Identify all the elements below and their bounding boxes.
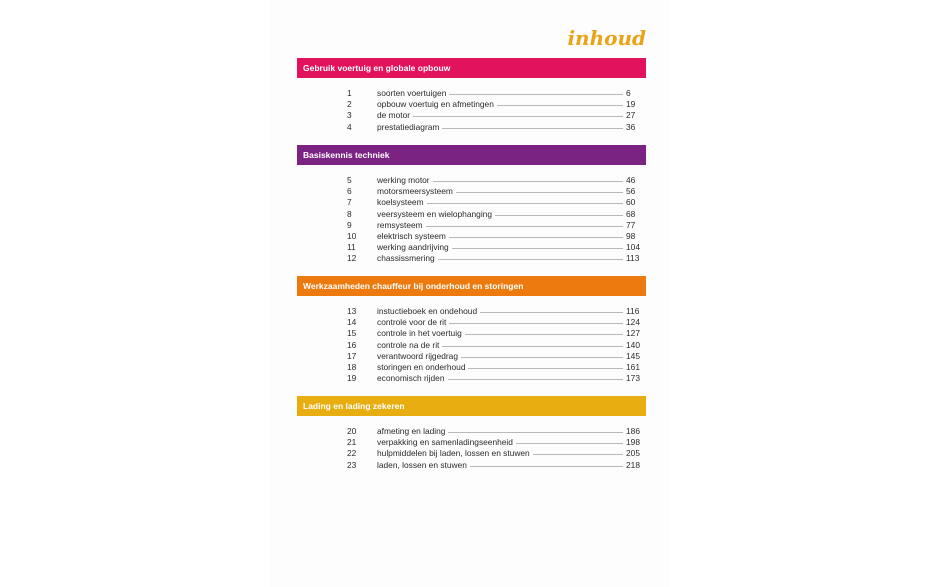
- chapter-number: 13: [347, 306, 357, 316]
- chapter-number: 8: [347, 208, 352, 219]
- toc-entry: [297, 426, 646, 437]
- leader-line: [452, 248, 623, 249]
- leader-line: [427, 203, 623, 204]
- chapter-number: 3: [347, 110, 352, 121]
- toc-entry: [297, 328, 646, 339]
- chapter-title: soorten voertuigen: [377, 88, 447, 98]
- leader-line: [438, 259, 623, 260]
- chapter-number: 5: [347, 175, 352, 185]
- chapter-number: 22: [347, 448, 357, 459]
- toc-entry: [297, 317, 646, 328]
- page-number: 113: [626, 253, 640, 264]
- page-number: 186: [626, 426, 640, 436]
- leader-line: [533, 454, 623, 455]
- chapter-number: 12: [347, 253, 357, 264]
- page-title: inhoud: [567, 26, 646, 50]
- chapter-number: 15: [347, 328, 357, 339]
- section-items: [297, 306, 646, 384]
- chapter-title: economisch rijden: [377, 373, 445, 384]
- page-number: 27: [626, 110, 636, 121]
- toc-entry: [297, 231, 646, 242]
- toc-entry: [297, 110, 646, 121]
- leader-line: [470, 466, 623, 467]
- toc-entry: [297, 253, 646, 264]
- chapter-title: werking aandrijving: [377, 242, 449, 253]
- toc-entry: [297, 88, 646, 99]
- chapter-title: instuctieboek en ondehoud: [377, 306, 478, 316]
- chapter-title: afmeting en lading: [377, 426, 446, 436]
- leader-line: [442, 346, 623, 347]
- chapter-title: controle na de rit: [377, 339, 440, 350]
- toc-entry: [297, 175, 646, 186]
- page-number: 145: [626, 350, 640, 361]
- chapter-title: prestatiediagram: [377, 121, 440, 132]
- chapter-number: 21: [347, 437, 357, 448]
- leader-line: [448, 379, 624, 380]
- chapter-title: veersysteem en wielophanging: [377, 208, 492, 219]
- toc-section: [297, 276, 646, 384]
- chapter-number: 17: [347, 350, 357, 361]
- toc-section: [297, 145, 646, 265]
- toc-entry: [297, 448, 646, 459]
- toc-entry: [297, 373, 646, 384]
- toc-entry: [297, 306, 646, 317]
- chapter-number: 7: [347, 197, 352, 208]
- chapter-title: controle in het voertuig: [377, 328, 462, 339]
- toc-entry: [297, 99, 646, 110]
- section-header: Basiskennis techniek: [297, 145, 646, 165]
- toc-entry: [297, 242, 646, 253]
- page-number: 127: [626, 328, 640, 339]
- chapter-title: remsysteem: [377, 219, 423, 230]
- leader-line: [426, 226, 623, 227]
- page-number: 161: [626, 361, 640, 372]
- page-number: 36: [626, 121, 636, 132]
- page-number: 104: [626, 242, 640, 253]
- section-items: [297, 175, 646, 265]
- chapter-title: motorsmeersysteem: [377, 186, 453, 197]
- leader-line: [449, 94, 623, 95]
- page-number: 19: [626, 99, 636, 110]
- page-number: 198: [626, 437, 640, 448]
- section-items: [297, 426, 646, 471]
- section-header: Gebruik voertuig en globale opbouw: [297, 58, 646, 78]
- toc-entry: [297, 122, 646, 133]
- chapter-number: 9: [347, 219, 352, 230]
- toc-entry: [297, 362, 646, 373]
- toc-entry: [297, 437, 646, 448]
- chapter-number: 11: [347, 242, 356, 253]
- chapter-title: controle voor de rit: [377, 317, 447, 328]
- leader-line: [465, 334, 623, 335]
- section-items: [297, 88, 646, 133]
- page-number: 173: [626, 373, 640, 384]
- chapter-number: 10: [347, 230, 357, 241]
- chapter-title: storingen en onderhoud: [377, 361, 466, 372]
- page-number: 124: [626, 317, 640, 328]
- toc-entry: [297, 351, 646, 362]
- page-number: 56: [626, 186, 636, 197]
- chapter-number: 19: [347, 373, 357, 384]
- leader-line: [516, 443, 623, 444]
- page-number: 77: [626, 219, 636, 230]
- leader-line: [480, 312, 623, 313]
- page-number: 60: [626, 197, 636, 208]
- chapter-title: opbouw voertuig en afmetingen: [377, 99, 494, 110]
- chapter-title: werking motor: [377, 175, 430, 185]
- page-number: 98: [626, 230, 636, 241]
- leader-line: [461, 357, 623, 358]
- chapter-number: 20: [347, 426, 357, 436]
- leader-line: [442, 128, 623, 129]
- toc-entry: [297, 186, 646, 197]
- toc-section: [297, 396, 646, 471]
- chapter-title: koelsysteem: [377, 197, 424, 208]
- chapter-title: verantwoord rijgedrag: [377, 350, 459, 361]
- toc-entry: [297, 197, 646, 208]
- page-number: 218: [626, 459, 640, 470]
- page-number: 140: [626, 339, 640, 350]
- section-header: Werkzaamheden chauffeur bij onderhoud en storingen: [297, 276, 646, 296]
- leader-line: [468, 368, 623, 369]
- page-number: 68: [626, 208, 636, 219]
- leader-line: [497, 105, 623, 106]
- section-header: Lading en lading zekeren: [297, 396, 646, 416]
- chapter-number: 4: [347, 121, 352, 132]
- page-number: 116: [626, 306, 640, 316]
- toc-entry: [297, 340, 646, 351]
- chapter-number: 1: [347, 88, 352, 98]
- leader-line: [448, 432, 623, 433]
- chapter-number: 6: [347, 186, 352, 197]
- leader-line: [456, 192, 623, 193]
- page-number: 6: [626, 88, 631, 98]
- chapter-title: verpakking en samenladingseenheid: [377, 437, 513, 448]
- leader-line: [433, 181, 623, 182]
- chapter-title: laden, lossen en stuwen: [377, 459, 467, 470]
- toc-section: [297, 58, 646, 133]
- toc-entry: [297, 460, 646, 471]
- leader-line: [449, 237, 623, 238]
- leader-line: [495, 215, 623, 216]
- leader-line: [413, 116, 623, 117]
- chapter-title: chassissmering: [377, 253, 435, 264]
- page-number: 205: [626, 448, 640, 459]
- chapter-title: hulpmiddelen bij laden, lossen en stuwen: [377, 448, 530, 459]
- chapter-title: de motor: [377, 110, 411, 121]
- chapter-number: 14: [347, 317, 357, 328]
- leader-line: [449, 323, 623, 324]
- toc-entry: [297, 220, 646, 231]
- chapter-title: elektrisch systeem: [377, 230, 446, 241]
- chapter-number: 18: [347, 361, 357, 372]
- page-number: 46: [626, 175, 636, 185]
- chapter-number: 23: [347, 459, 357, 470]
- toc-entry: [297, 209, 646, 220]
- chapter-number: 16: [347, 339, 357, 350]
- chapter-number: 2: [347, 99, 352, 110]
